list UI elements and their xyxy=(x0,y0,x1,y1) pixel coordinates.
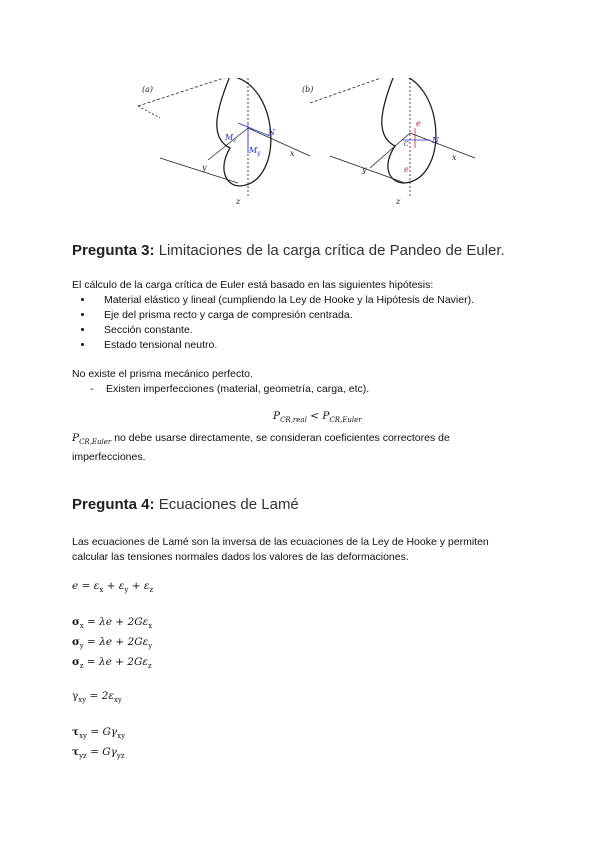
note-sub: CR,Euler xyxy=(79,438,112,447)
beam-diagram xyxy=(130,78,480,213)
q3-intro: El cálculo de la carga crítica de Euler está basado en las siguientes hipótesis: xyxy=(72,279,434,291)
eq-sigma-z: $\sigma_z = \lambda e + 2G\varepsilon_z$ xyxy=(72,656,152,671)
q3-inequality xyxy=(273,410,362,424)
eq-tau-yz: $\tau_{yz} = G\gamma_{yz}$ xyxy=(72,746,125,761)
eq-e-term: + ε xyxy=(103,580,125,592)
q3-title: Limitaciones de la carga crítica de Pandeo de Euler. xyxy=(158,242,505,259)
moment-my: M xyxy=(249,146,258,155)
q3-bullet-list xyxy=(72,293,552,353)
eq-gamma-xy: $\gamma_{xy} = 2\varepsilon_{xy}$ xyxy=(72,690,122,705)
q4-intro-line2: calcular las tensiones normales dados los valores de las deformaciones. xyxy=(72,551,409,563)
centroid-c: C xyxy=(404,141,409,148)
q4-intro-line1: Las ecuaciones de Lamé son la inversa de las ecuaciones de la Ley de Hooke y permiten xyxy=(72,536,489,548)
eq-sigma-x: $\sigma_x = \lambda e + 2G\varepsilon_x$ xyxy=(72,616,153,631)
q3-heading xyxy=(72,242,505,259)
list-item: • Estado tensional neutro. xyxy=(94,338,552,353)
ineq-sub1: CR,real xyxy=(280,416,307,425)
eq-volumetric xyxy=(72,578,153,598)
dash-text: Existen imperfecciones (material, geometría, carga, etc). xyxy=(106,383,370,395)
eq-sigma-y: $\sigma_y = \lambda e + 2G\varepsilon_y$ xyxy=(72,636,153,651)
axis-x-right: x xyxy=(452,153,457,162)
q3-no-exist: No existe el prisma mecánico perfecto. xyxy=(72,368,253,380)
moment-my-sub: y xyxy=(257,150,261,157)
axis-z-right: z xyxy=(396,197,401,206)
axis-y-left: y xyxy=(202,163,207,172)
eq-e-lhs: e = ε xyxy=(72,580,100,592)
note-p: P xyxy=(72,432,80,444)
eq-shear-stresses xyxy=(72,724,125,764)
moment-mz-sub: z xyxy=(233,137,237,144)
q3-note xyxy=(72,431,552,465)
label-b: (b) xyxy=(302,85,314,94)
list-item: • Material elástico y lineal (cumpliendo la Ley de Hooke y la Hipótesis de Navier). xyxy=(94,293,552,308)
ineq-lt: < xyxy=(310,410,319,422)
list-item: • Sección constante. xyxy=(94,323,552,338)
q4-title: Ecuaciones de Lamé xyxy=(158,496,299,513)
eq-tau-xy: $\tau_{xy} = G\gamma_{xy}$ xyxy=(72,726,126,741)
q4-heading xyxy=(72,496,299,513)
ineq-sub2: CR,Euler xyxy=(329,416,362,425)
eq-e-term: + ε xyxy=(128,580,150,592)
eq-e-sub: z xyxy=(149,586,154,595)
eq-e-sub: x xyxy=(99,586,104,595)
label-a: (a) xyxy=(142,85,154,94)
axis-x-left: x xyxy=(290,149,295,158)
ecc-e2: e xyxy=(404,165,409,174)
q4-prefix: Pregunta 4: xyxy=(72,496,155,513)
eq-e-sub: y xyxy=(124,586,129,595)
q3-imperfections xyxy=(72,367,552,397)
q3-body xyxy=(72,278,552,353)
moment-mz: M xyxy=(225,133,234,142)
q4-intro xyxy=(72,535,552,565)
q3-prefix: Pregunta 3: xyxy=(72,242,155,259)
axis-z-left: z xyxy=(236,197,241,206)
note-line2: imperfecciones. xyxy=(72,451,146,464)
axial-n-left: N xyxy=(268,128,275,137)
dash-mark: - xyxy=(90,383,94,395)
eq-normal-stresses xyxy=(72,614,152,674)
note-line1: no debe usarse directamente, se consideran coeficientes correctores de xyxy=(114,432,450,444)
ineq-p2: P xyxy=(322,410,330,422)
q3-dash-item xyxy=(72,382,552,397)
ecc-e1: e xyxy=(416,119,421,128)
list-item: • Eje del prisma recto y carga de compresión centrada. xyxy=(94,308,552,323)
axial-n-right: N xyxy=(432,136,439,145)
axis-y-right: y xyxy=(362,165,367,174)
ineq-p1: P xyxy=(273,410,281,422)
